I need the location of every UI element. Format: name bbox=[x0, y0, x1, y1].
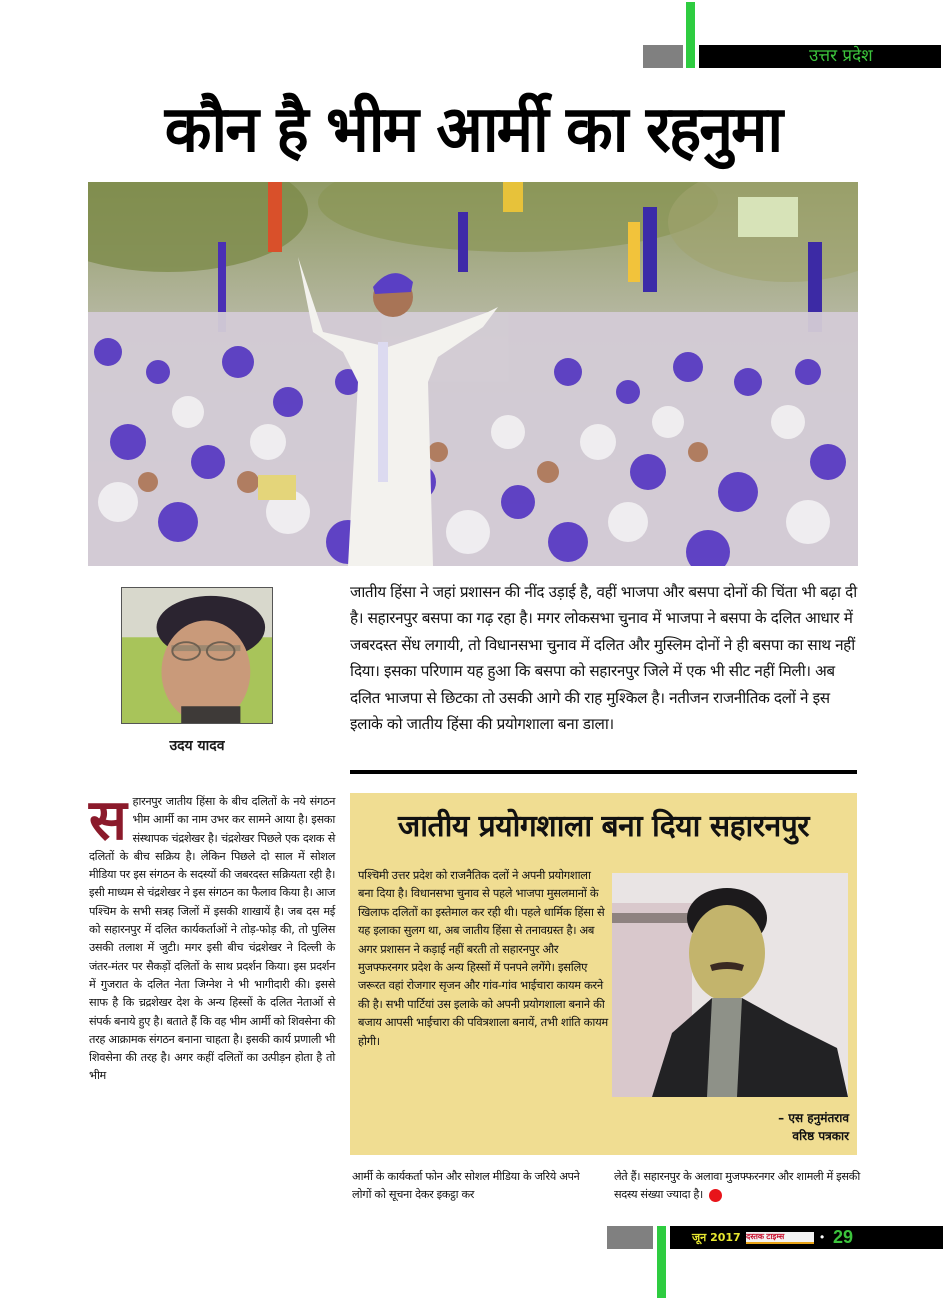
sidebar-box-credit bbox=[778, 1109, 849, 1145]
author-photo bbox=[121, 587, 273, 724]
footer-bar bbox=[670, 1226, 943, 1249]
section-grey-block bbox=[643, 45, 683, 68]
footer-grey-block bbox=[607, 1226, 653, 1249]
body-column-3-text: लेते हैं। सहारनपुर के अलावा मुजफ्फरनगर और शामली में इसकी सदस्य संख्या ज्यादा है। bbox=[614, 1170, 860, 1202]
body-column-3 bbox=[614, 1168, 860, 1205]
drop-cap: स bbox=[89, 787, 127, 853]
body-column-1-text: हारनपुर जातीय हिंसा के बीच दलितों के नये संगठन भीम आर्मी का नाम उभर कर सामने आया है। इसका संस्थापक चंद्रशेखर है। चंद्रशेखर पिछले एक दशक से दलितों के बीच सक्रिय है। लेकिन पिछले दो साल में सोशल मीडिया पर इस संगठन के सदस्यों की जबरदस्त सक्रियता रही है। इसी माध्यम से चंद्रशेखर ने इस संगठन का फैलाव किया है। आज पश्चिम के सभी सत्रह जिलों में इसकी शाखायें है। जब दस मई को सहारनपुर में दलित कार्यकर्ताओं ने तोड़-फोड़ की, तो पुलिस उसकी तलाश में जुटी। मगर इसी बीच चंद्रशेखर ने दिल्ली के जंतर-मंतर पर सैकड़ों दलितों के साथ प्रदर्शन किया। इस प्रदर्शन में गुजरात के दलित नेता जिग्नेश ने भी भागीदारी की। इससे साफ है कि च्रद्रशेखर देश के अन्य हिस्सों के दलित नेताओं से संपर्क बनाये हुए है। बताते हैं कि वह भीम आर्मी को शिवसेना की तरह आक्रामक संगठन बनाना चाहता है। इसकी कार्य प्रणाली भी शिवसेना की तरह है। अगर कहीं दलितों का उत्पीड़न होता है तो भीम bbox=[89, 795, 335, 1083]
body-column-1 bbox=[89, 787, 335, 1086]
section-label: उत्तर प्रदेश bbox=[809, 46, 873, 66]
crowd-illustration bbox=[88, 182, 858, 566]
hero-photo-rally-crowd bbox=[88, 182, 858, 566]
end-mark-dot-icon bbox=[709, 1189, 722, 1202]
author-portrait bbox=[122, 588, 272, 723]
columnist-name: – एस हनुमंतराव bbox=[778, 1111, 849, 1125]
author-name: उदय यादव bbox=[169, 738, 225, 754]
columnist-role: वरिष्ठ पत्रकार bbox=[792, 1129, 849, 1143]
sidebar-box-title: जातीय प्रयोगशाला बना दिया सहारनपुर bbox=[397, 809, 810, 844]
body-column-2: आर्मी के कार्यकर्ता फोन और सोशल मीडिया के जरिये अपने लोगों को सूचना देकर इकट्ठा कर bbox=[352, 1170, 580, 1202]
headline: कौन है भीम आर्मी का रहनुमा bbox=[164, 93, 782, 167]
intro-divider bbox=[350, 770, 857, 774]
page-number: 29 bbox=[833, 1227, 854, 1247]
columnist-portrait bbox=[612, 873, 848, 1097]
footer-green-bar bbox=[657, 1226, 666, 1298]
section-green-bar bbox=[686, 2, 695, 68]
footer-bullet: • bbox=[820, 1230, 825, 1244]
sidebar-box bbox=[350, 793, 857, 1155]
sidebar-box-text: पश्चिमी उत्तर प्रदेश को राजनैतिक दलों ने अपनी प्रयोगशाला बना दिया है। विधानसभा चुनाव से पहले भाजपा मुसलमानों के खिलाफ दलितों का इस्तेमाल कर रही थी। पहले धार्मिक हिंसा से यह इलाका सुलग था, अब जातीय हिंसा से तनावग्रस्त है। अब अगर प्रशासन ने कड़ाई नहीं बरती तो सहारनपुर और मुजफ्फरनगर प्रदेश के अन्य हिस्सों में पनपने लगेंगे। इसलिए जरूरत वहां रोजगार सृजन और गांव-गांव भाईचारा कायम करने की है। सभी पार्टियां उस इलाके को अपनी प्रयोगशाला बनाने की बजाय आपसी भाईचारा की पवित्रशाला बनायें, तभी शांति कायम होगी। bbox=[358, 868, 608, 1048]
intro-paragraph: जातीय हिंसा ने जहां प्रशासन की नींद उड़ाई है, वहीं भाजपा और बसपा दोनों की चिंता भी बढ़ा दी है। सहारनपुर बसपा का गढ़ रहा है। मगर लोकसभा चुनाव में भाजपा ने बसपा के दलित आधार में जबरदस्त सेंध लगायी, तो विधानसभा चुनाव में दलित और मुस्लिम दोनों ने ही बसपा का साथ नहीं दिया। इसका परिणाम यह हुआ कि बसपा को सहारनपुर जिले में एक भी सीट नहीं मिली। अब दलित भाजपा से छिटका तो उसकी आगे की राह मुश्किल है। नतीजन राजनीतिक दलों ने इस इलाके को जातीय हिंसा की प्रयोगशाला बना डाला। bbox=[350, 583, 857, 734]
columnist-photo bbox=[612, 873, 848, 1097]
section-label-bar bbox=[699, 45, 941, 68]
magazine-logo: दस्तक टाइम्स bbox=[746, 1232, 814, 1244]
footer-date: जून 2017 bbox=[692, 1231, 741, 1244]
